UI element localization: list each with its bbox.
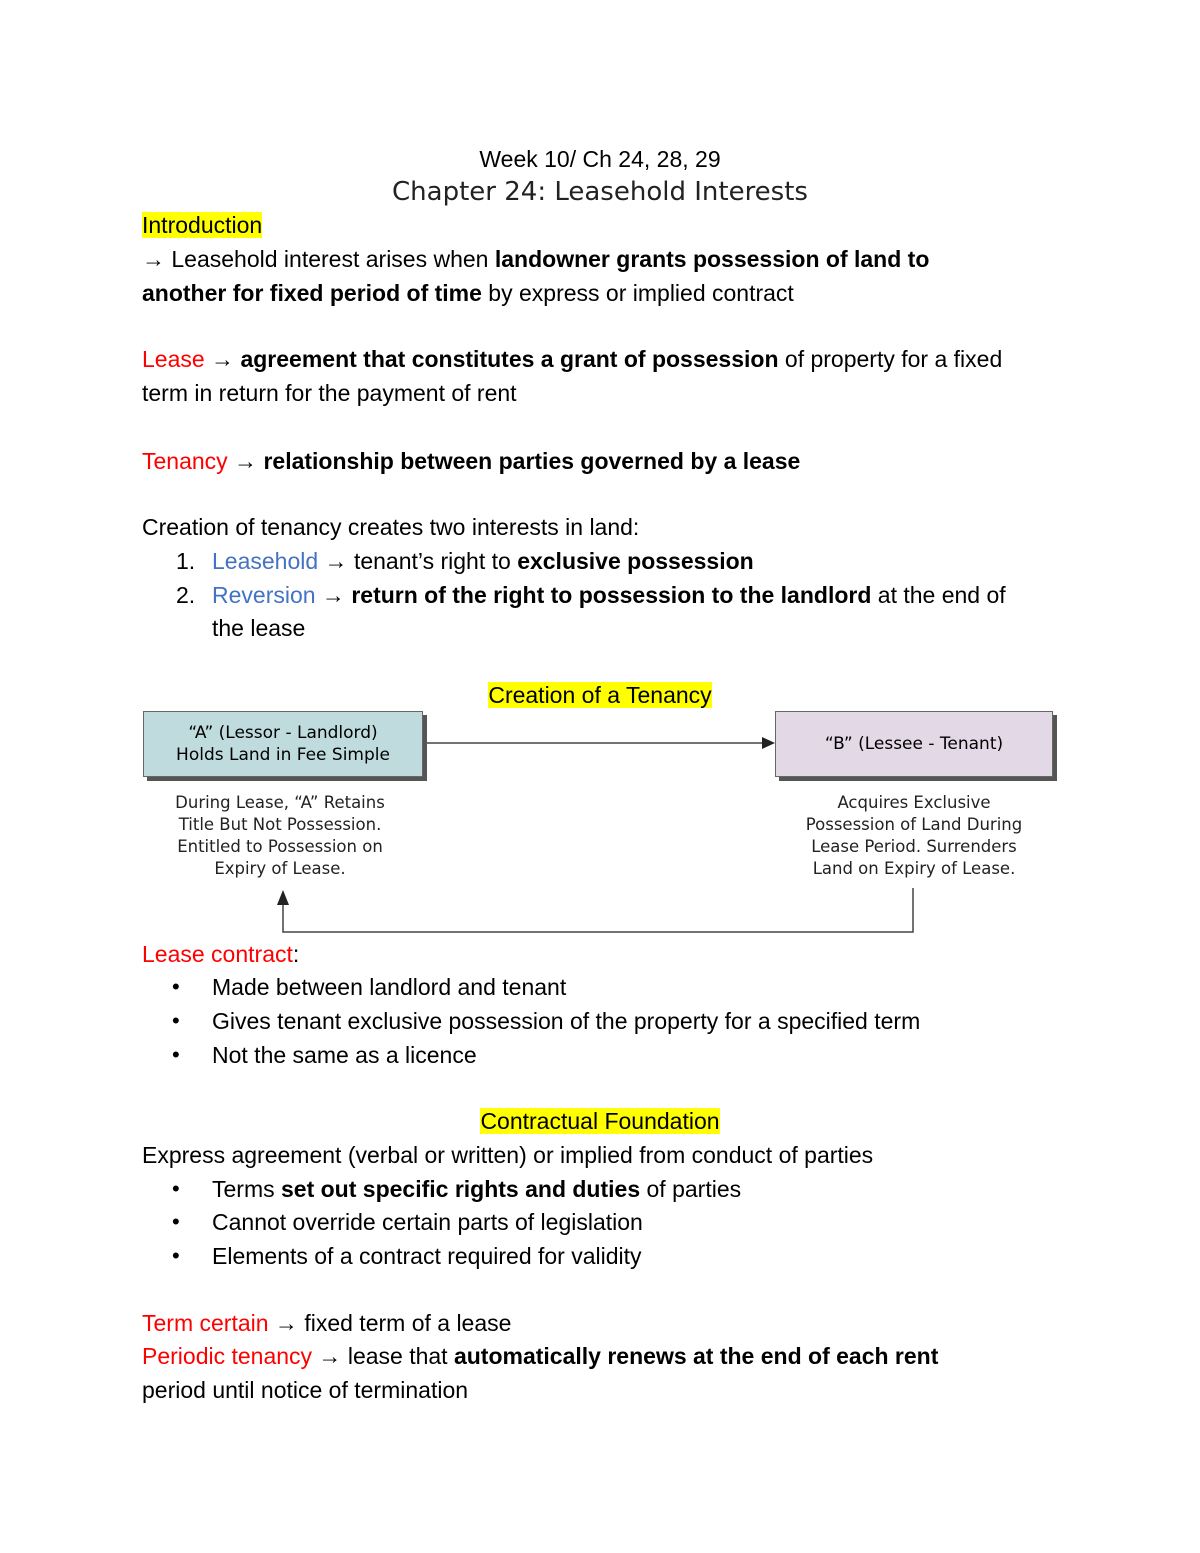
- intro-heading: Introduction: [142, 212, 263, 238]
- lease-definition-line-2: term in return for the payment of rent: [142, 380, 517, 406]
- lease-term: Lease: [142, 346, 205, 372]
- arrow-icon: →: [227, 448, 264, 474]
- bullet-icon: •: [172, 1176, 180, 1201]
- term-certain-term: Term certain: [142, 1310, 269, 1336]
- diagram-title: Creation of a Tenancy: [488, 682, 712, 708]
- leasehold-term: Leasehold: [212, 548, 319, 574]
- arrow-icon: →: [204, 346, 241, 372]
- contractual-heading-wrap: [0, 1104, 1200, 1138]
- lessor-caption: During Lease, “A” Retains Title But Not Possession. Entitled to Possession on Expiry of Lease.: [175, 793, 385, 878]
- lease-contract-term: Lease contract: [142, 941, 293, 967]
- list-text: of parties: [640, 1176, 742, 1202]
- tenancy-bold: relationship between parties governed by a lease: [263, 448, 801, 474]
- lease-bold: agreement that constitutes a grant of possession: [240, 346, 779, 372]
- arrow-icon: →: [142, 246, 165, 272]
- periodic-tenancy-line-2: period until notice of termination: [142, 1377, 469, 1403]
- list-item: Made between landlord and tenant: [212, 974, 567, 1000]
- lessee-label: “B” (Lessee - Tenant): [824, 734, 1004, 754]
- week-header: Week 10/ Ch 24, 28, 29: [479, 146, 721, 172]
- list-text: at the end of: [871, 582, 1006, 608]
- periodic-term: Periodic tenancy: [142, 1343, 313, 1369]
- list-item: [212, 1172, 741, 1206]
- list-item: Cannot override certain parts of legislation: [212, 1209, 643, 1235]
- return-arrowhead-icon: [277, 890, 289, 905]
- list-number: 1.: [176, 548, 196, 574]
- bullet-icon: •: [172, 974, 180, 999]
- bullet-icon: •: [172, 1243, 180, 1268]
- lease-text: of property for a fixed: [778, 346, 1003, 372]
- contractual-heading: Contractual Foundation: [480, 1108, 720, 1134]
- term-certain-definition: [142, 1306, 511, 1340]
- list-number: 2.: [176, 582, 196, 608]
- contractual-intro: Express agreement (verbal or written) or implied from conduct of parties: [142, 1142, 874, 1168]
- arrow-icon: →: [268, 1310, 298, 1336]
- grant-arrowhead-icon: [762, 737, 775, 749]
- periodic-bold: automatically renews at the end of each rent: [453, 1343, 939, 1369]
- arrow-icon: →: [315, 582, 352, 608]
- lease-contract-heading: [142, 937, 299, 971]
- colon: :: [292, 941, 300, 967]
- intro-bold-2: another for fixed period of time: [142, 280, 482, 306]
- intro-text-2: by express or implied contract: [481, 280, 794, 306]
- intro-bold: landowner grants possession of land to: [494, 246, 930, 272]
- list-bold: exclusive possession: [517, 548, 754, 574]
- bullet-icon: •: [172, 1008, 180, 1033]
- reversion-term: Reversion: [212, 582, 316, 608]
- periodic-text: lease that: [341, 1343, 454, 1369]
- list-text: Terms: [212, 1176, 281, 1202]
- list-item: Gives tenant exclusive possession of the property for a specified term: [212, 1008, 921, 1034]
- bullet-icon: •: [172, 1209, 180, 1234]
- list-item: Not the same as a licence: [212, 1042, 477, 1068]
- creation-intro: Creation of tenancy creates two interests in land:: [142, 514, 640, 540]
- lessor-label: “A” (Lessor - Landlord) Holds Land in Fee Simple: [176, 723, 390, 765]
- tenancy-term: Tenancy: [142, 448, 228, 474]
- list-text: tenant’s right to: [353, 548, 518, 574]
- list-item-continuation: the lease: [212, 615, 306, 641]
- term-certain-text: fixed term of a lease: [297, 1310, 512, 1336]
- list-bold: return of the right to possession to the landlord: [351, 582, 872, 608]
- list-bold: set out specific rights and duties: [281, 1176, 641, 1202]
- intro-text: Leasehold interest arises when: [165, 246, 495, 272]
- return-arrow-line: [283, 888, 913, 932]
- list-item: Elements of a contract required for validity: [212, 1243, 642, 1269]
- lessee-caption: Acquires Exclusive Possession of Land During Lease Period. Surrenders Land on Expiry of Lease.: [805, 793, 1023, 878]
- arrow-icon: →: [312, 1343, 342, 1369]
- periodic-tenancy-definition: [142, 1339, 938, 1373]
- chapter-title: Chapter 24: Leasehold Interests: [392, 177, 808, 207]
- arrow-icon: →: [318, 548, 354, 574]
- bullet-icon: •: [172, 1042, 180, 1067]
